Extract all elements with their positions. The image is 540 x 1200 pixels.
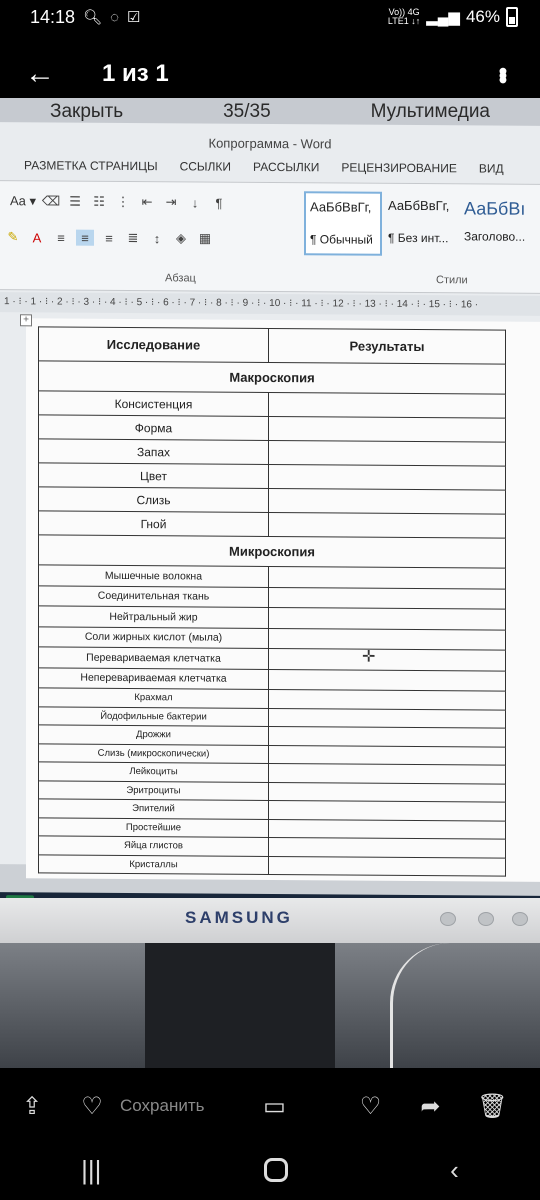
photo-close-label: Закрыть	[49, 101, 124, 122]
align-right-icon: ≡	[105, 230, 113, 246]
table-row: Йодофильные бактерии	[39, 706, 506, 728]
style-normal: АаБбВвГг, ¶ Обычный	[304, 191, 382, 256]
save-label[interactable]: Сохранить	[120, 1096, 205, 1115]
ribbon-row-bottom	[4, 229, 214, 246]
paragraph-group-label: Абзац	[165, 272, 196, 285]
navigation-bar	[0, 1140, 540, 1200]
section-row	[39, 361, 506, 394]
tab-references: ССЫЛКИ	[179, 159, 232, 174]
monitor-stand	[145, 943, 335, 1068]
ruler: 1 · ⁝ · 1 · ⁝ · 2 · ⁝ · 3 · ⁝ · 4 · ⁝ · 5 · ⁝ · 6 · ⁝ · 7 · ⁝ · 8 · ⁝ · 9 · ⁝ · 10 · ⁝ · 11 · ⁝ · 12 · ⁝ · 13 · ⁝ · 14 · ⁝ · 15 · ⁝ · 16 ·	[0, 292, 540, 316]
table-row: Мышечные волокна	[39, 565, 506, 589]
back-arrow-icon[interactable]: ←	[25, 57, 55, 90]
share-icon[interactable]: ⇪	[21, 1092, 43, 1120]
table-row: Запах	[39, 439, 506, 466]
table-row: Яйца глистов	[39, 836, 506, 858]
section-microscopy: Микроскопия	[39, 535, 506, 568]
table-row: Кристаллы	[39, 854, 506, 876]
increase-indent-icon: ⇥	[165, 194, 177, 210]
clear-format-icon: ⌫	[41, 193, 61, 209]
style-no-spacing: АаБбВвГг, ¶ Без инт...	[388, 197, 450, 246]
header-results: Результаты	[269, 328, 506, 364]
justify-icon: ≣	[127, 230, 139, 246]
monitor-button-icon	[478, 912, 494, 926]
table-row: Соединительная ткань	[39, 585, 506, 609]
section-row	[39, 535, 506, 568]
table-row: Консистенция	[39, 391, 506, 418]
tab-view: ВИД	[478, 161, 504, 176]
borders-icon: ▦	[198, 230, 212, 246]
tab-mailings: РАССЫЛКИ	[253, 159, 320, 175]
forward-icon[interactable]: ➦	[420, 1092, 441, 1120]
monitor-button-icon	[512, 912, 528, 926]
recent-apps-icon[interactable]: |||	[81, 1154, 102, 1185]
battery-icon	[506, 7, 518, 27]
align-left-icon: ≡	[57, 230, 65, 246]
back-nav-icon[interactable]: ‹	[450, 1154, 459, 1185]
font-color-icon: A	[32, 229, 42, 245]
image-counter: 1 из 1	[102, 60, 169, 87]
numbering-icon: ☷	[93, 193, 105, 209]
table-row: Нейтральный жир	[39, 606, 506, 630]
sort-icon: ↓	[191, 194, 199, 210]
viewer-top-bar	[0, 48, 540, 100]
style-heading: АаБбВı Заголово...	[464, 198, 526, 244]
tab-review: РЕЦЕНЗИРОВАНИЕ	[341, 160, 457, 176]
monitor-button-icon	[440, 912, 456, 926]
decrease-indent-icon: ⇤	[141, 194, 153, 210]
table-move-handle-icon: +	[20, 314, 32, 326]
table-row: Форма	[39, 415, 506, 442]
table-row: Непереваривaемая клетчатка	[39, 667, 506, 691]
table-row: Переваривaемая клетчатка	[39, 647, 506, 671]
table-row: Слизь	[39, 487, 506, 514]
monitor-brand: SAMSUNG	[185, 908, 293, 927]
comment-icon[interactable]: ▭	[263, 1092, 286, 1120]
photo-page-count: 35/35	[223, 101, 271, 122]
network-indicator: Vo)) 4G LTE1 ↓↑	[387, 7, 421, 26]
favorite-icon[interactable]: ♡	[359, 1092, 382, 1120]
status-bar	[0, 0, 540, 34]
styles-group-label: Стили	[436, 274, 468, 287]
tab-layout: РАЗМЕТКА СТРАНИЦЫ	[24, 158, 158, 174]
bullets-icon: ☰	[69, 193, 81, 209]
document-page	[23, 314, 540, 882]
whatsapp-icon: ◌	[110, 8, 120, 26]
coprogram-table	[38, 326, 506, 876]
table-row: Крахмал	[39, 688, 506, 710]
word-title: Копрограмма - Word	[208, 135, 332, 152]
table-row: Лейкоциты	[39, 762, 506, 784]
ribbon	[0, 180, 540, 294]
table-row: Соли жирных кислот (мыла)	[39, 626, 506, 650]
ribbon-row-top	[10, 193, 228, 211]
highlight-icon: ✎	[7, 229, 19, 245]
table-header-row	[39, 327, 506, 364]
search-icon: 🔍︎	[83, 9, 103, 26]
table-row: Простейшие	[39, 817, 506, 839]
battery-percent: 46%	[465, 7, 500, 26]
align-center-icon: ≡	[76, 230, 94, 246]
more-options-icon[interactable]: •••	[489, 67, 516, 81]
trash-icon[interactable]: 🗑︎	[477, 1092, 508, 1120]
photo-media-label: Мультимедиа	[370, 101, 490, 122]
section-macroscopy: Макроскопия	[39, 361, 506, 394]
line-spacing-icon: ↕	[153, 230, 161, 246]
multilevel-list-icon: ⋮	[116, 193, 130, 210]
shading-icon: ◈	[176, 230, 186, 246]
table-row: Цвет	[39, 463, 506, 490]
status-time: 14:18	[30, 6, 76, 27]
mouse-cursor-icon: ✛	[362, 648, 376, 666]
header-study: Исследование	[39, 327, 269, 363]
table-row: Гной	[39, 511, 506, 538]
check-notification-icon: ☑	[127, 9, 141, 26]
signal-icon: ▂▄▆	[426, 9, 460, 26]
change-case-button: Aa ▾	[10, 193, 37, 209]
table-row: Слизь (микроскопически)	[39, 743, 506, 765]
table-row: Дрожжи	[39, 725, 506, 747]
photo-image	[0, 98, 540, 1068]
pilcrow-icon: ¶	[215, 195, 223, 211]
heart-icon[interactable]: ♡	[81, 1092, 103, 1120]
home-icon[interactable]	[264, 1158, 288, 1182]
word-window	[0, 122, 540, 871]
table-row: Эпителий	[39, 799, 506, 821]
action-bar	[0, 1076, 540, 1136]
ribbon-tabs	[0, 158, 540, 176]
table-row: Эритроциты	[39, 780, 506, 802]
monitor-bezel	[0, 898, 540, 943]
